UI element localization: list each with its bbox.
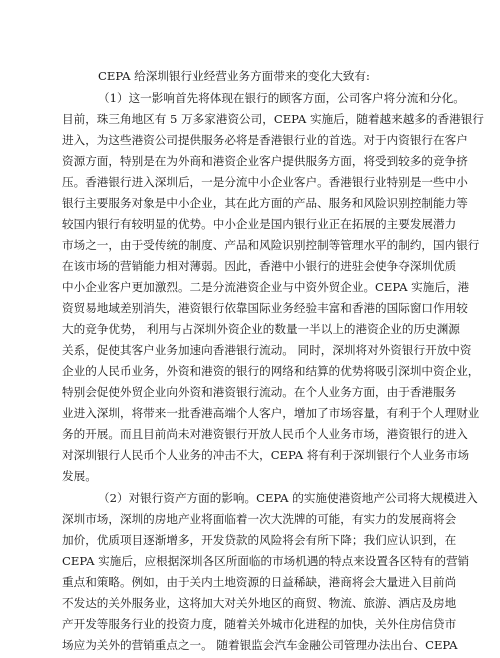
paragraph-2-line: 不发达的关外服务业，这将加大对关外地区的商贸、物流、旅游、酒店及房地 [62, 596, 457, 610]
paragraph-2-line: 深圳市场，深圳的房地产业将面临着一次大洗牌的可能，有实力的发展商将会 [62, 512, 457, 526]
paragraph-1-line: 对深圳银行人民币个人业务的冲击不大，CEPA 将有利于深圳银行个人业务市场 [62, 448, 470, 462]
paragraph-2-line: 加价，优质项目逐渐增多，开发贷款的风险将会有所下降；我们应认识到，在 [62, 533, 457, 547]
paragraph-1-line: 中小企业客户更加激烈。二是分流港资企业与中资外贸企业。CEPA 实施后，港 [62, 280, 470, 294]
paragraph-1-line: 目前，珠三角地区有 5 万多家港资公司，CEPA 实施后，随着越来越多的香港银行 [62, 112, 484, 126]
paragraph-1-line: 资源方面，特别是在为外商和港资企业客户提供服务方面，将受到较多的竞争挤 [62, 154, 468, 168]
paragraph-2-line: 重点和策略。例如，由于关内土地资源的日益稀缺，港商将会大量进入目前尚 [62, 575, 457, 589]
paragraph-1-line: 在该市场的营销能力相对薄弱。因此，香港中小银行的进驻会使争夺深圳优质 [62, 259, 457, 273]
paragraph-1-line: 资贸易地域差别消失，港资银行依靠国际业务经验丰富和香港的国际窗口作用较 [62, 301, 468, 315]
document-heading: CEPA 给深圳银行业经营业务方面带来的变化大致有: [98, 69, 370, 83]
paragraph-1-line: 发展。 [62, 469, 97, 483]
paragraph-1-line: 企业的人民币业务，外资和港资的银行的网络和结算的优势将吸引深圳中资企业， [62, 364, 480, 378]
paragraph-1-line: 较国内银行有较明显的优势。中小企业是国内银行业正在拓展的主要发展潜力 [62, 217, 457, 231]
paragraph-1-line: 进入，为这些港资公司提供服务必将是香港银行业的首选。对于内资银行在客户 [62, 133, 468, 147]
paragraph-1-line: （1）这一影响首先将体现在银行的顾客方面，公司客户将分流和分化。 [98, 91, 465, 105]
paragraph-2-line: CEPA 实施后，应根据深圳各区所面临的市场机遇的特点来设置各区特有的营销 [62, 554, 470, 568]
paragraph-1-line: 大的竞争优势， 利用与占深圳外资企业的数量一半以上的港资企业的历史渊源 [62, 322, 460, 336]
paragraph-2-line: （2）对银行资产方面的影响。CEPA 的实施使港资地产公司将大规模进入 [98, 491, 478, 505]
paragraph-1-line: 压。香港银行进入深圳后，一是分流中小企业客户。香港银行业特别是一些中小 [62, 175, 468, 189]
paragraph-2-line: 场应为关外的营销重点之一。 随着银监会汽车金融公司管理办法出台、CEPA [62, 638, 458, 652]
paragraph-2-line: 产开发等服务行业的投资力度，随着关外城市化进程的加快，关外住房信贷市 [62, 617, 457, 631]
paragraph-1-line: 特别会促使外贸企业向外资和港资银行流动。在个人业务方面，由于香港服务 [62, 385, 457, 399]
paragraph-1-line: 业进入深圳，将带来一批香港高端个人客户，增加了市场容量，有利于个人理财业 [62, 406, 480, 420]
paragraph-1-line: 银行主要服务对象是中小企业，其在此方面的产品、服务和风险识别控制能力等 [62, 196, 468, 210]
paragraph-1-line: 关系，促使其客户业务加速向香港银行流动。 同时，深圳将对外资银行开放中资 [62, 343, 472, 357]
paragraph-1-line: 务的开展。而且目前尚未对港资银行开放人民币个人业务市场，港资银行的进入 [62, 427, 468, 441]
paragraph-1-line: 市场之一，由于受传统的制度、产品和风险识别控制等管理水平的制约，国内银行 [62, 238, 480, 252]
